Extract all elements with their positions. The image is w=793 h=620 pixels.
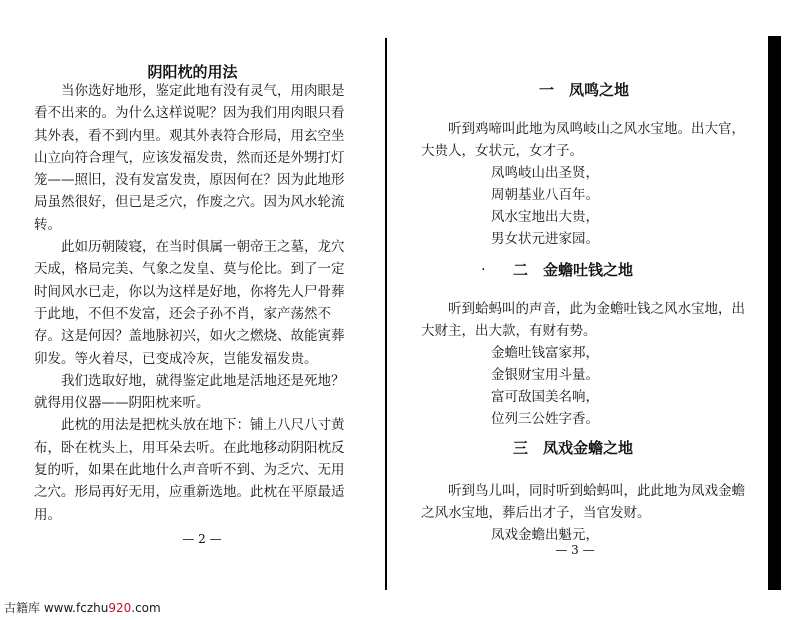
section-intro: 听到蛤蚂叫的声音，此为金蟾吐钱之风水宝地，出大财主，出大款，有财有势。 — [421, 301, 745, 339]
section-intro: 听到鸟儿叫，同时听到蛤蚂叫，此此地为凤戏金蟾之风水宝地，葬后出才子，当官发财。 — [421, 483, 745, 521]
section-heading: 三 凤戏金蟾之地 — [513, 439, 634, 457]
left-body — [34, 80, 356, 526]
watermark-url-prefix: www.fczhu — [43, 601, 109, 615]
section-body — [421, 298, 753, 430]
margin-marker: · — [481, 262, 486, 278]
verse-line: 风水宝地出大贵， — [491, 209, 599, 225]
page-number-right: — 3 — — [555, 543, 595, 557]
page-title: 阴阳枕的用法 — [147, 63, 238, 81]
right-page — [385, 0, 793, 590]
verse-line: 凤鸣岐山出圣贤， — [491, 165, 599, 181]
page-number-left: — 2 — — [182, 532, 222, 546]
verse-line: 金银财宝用斗量。 — [491, 367, 599, 383]
watermark-url-number: 920 — [108, 601, 132, 615]
watermark-footer — [4, 599, 161, 616]
page-edge-shadow — [768, 36, 781, 590]
section-body — [421, 118, 753, 250]
verse-line: 富可敌国美名响， — [491, 389, 599, 405]
paragraph: 此枕的用法是把枕头放在地下：铺上八尺八寸黄布，卧在枕头上，用耳朵去听。在此地移动阴阳枕反复的听，如果在此地什么声音听不到、为乏穴、无用之穴。形局再好无用，应重新选地。此枕在平原最适用。 — [34, 417, 345, 523]
verse-line: 男女状元进家园。 — [491, 231, 599, 247]
watermark-site-name: 古籍库 — [4, 601, 41, 615]
verse-line: 位列三公姓字香。 — [491, 411, 599, 427]
verse-line: 金蟾吐钱富家邦， — [491, 345, 599, 361]
section-body — [421, 480, 753, 546]
paragraph: 我们选取好地，就得鉴定此地是活地还是死地？就得用仪器——阴阳枕来听。 — [34, 372, 345, 412]
left-page — [0, 0, 385, 590]
verse-line: 凤戏金蟾出魁元， — [491, 527, 599, 543]
section-heading: 一 凤鸣之地 — [539, 81, 630, 99]
watermark-url-suffix: .com — [131, 601, 161, 615]
paragraph: 当你选好地形，鉴定此地有没有灵气，用肉眼是看不出来的。为什么这样说呢？因为我们用肉眼只看其外表，看不到内里。观其外表符合形局，用玄空坐山立向符合理气，应该发福发贵，然而还是外甥打灯笼——照旧，没有发富发贵，原因何在？因为此地形局虽然很好，但已是乏穴，作废之穴。因为风水轮流转。 — [34, 83, 345, 233]
section-intro: 听到鸡啼叫此地为凤鸣岐山之风水宝地。出大官，大贵人，女状元，女才子。 — [421, 121, 745, 159]
verse-line: 周朝基业八百年。 — [491, 187, 599, 203]
section-heading: 二 金蟾吐钱之地 — [513, 261, 634, 279]
paragraph: 此如历朝陵寝，在当时俱属一朝帝王之墓，龙穴天成，格局完美、气象之发皇、莫与伦比。到了一定时间风水已走，你以为这样是好地，你将先人尸骨葬于此地，不但不发富，还会子孙不肖，家产荡然不存。这是何因？盖地脉初兴，如火之燃烧、故能寅葬卯发。等火着尽，已变成冷灰，岂能发福发贵。 — [34, 239, 345, 367]
